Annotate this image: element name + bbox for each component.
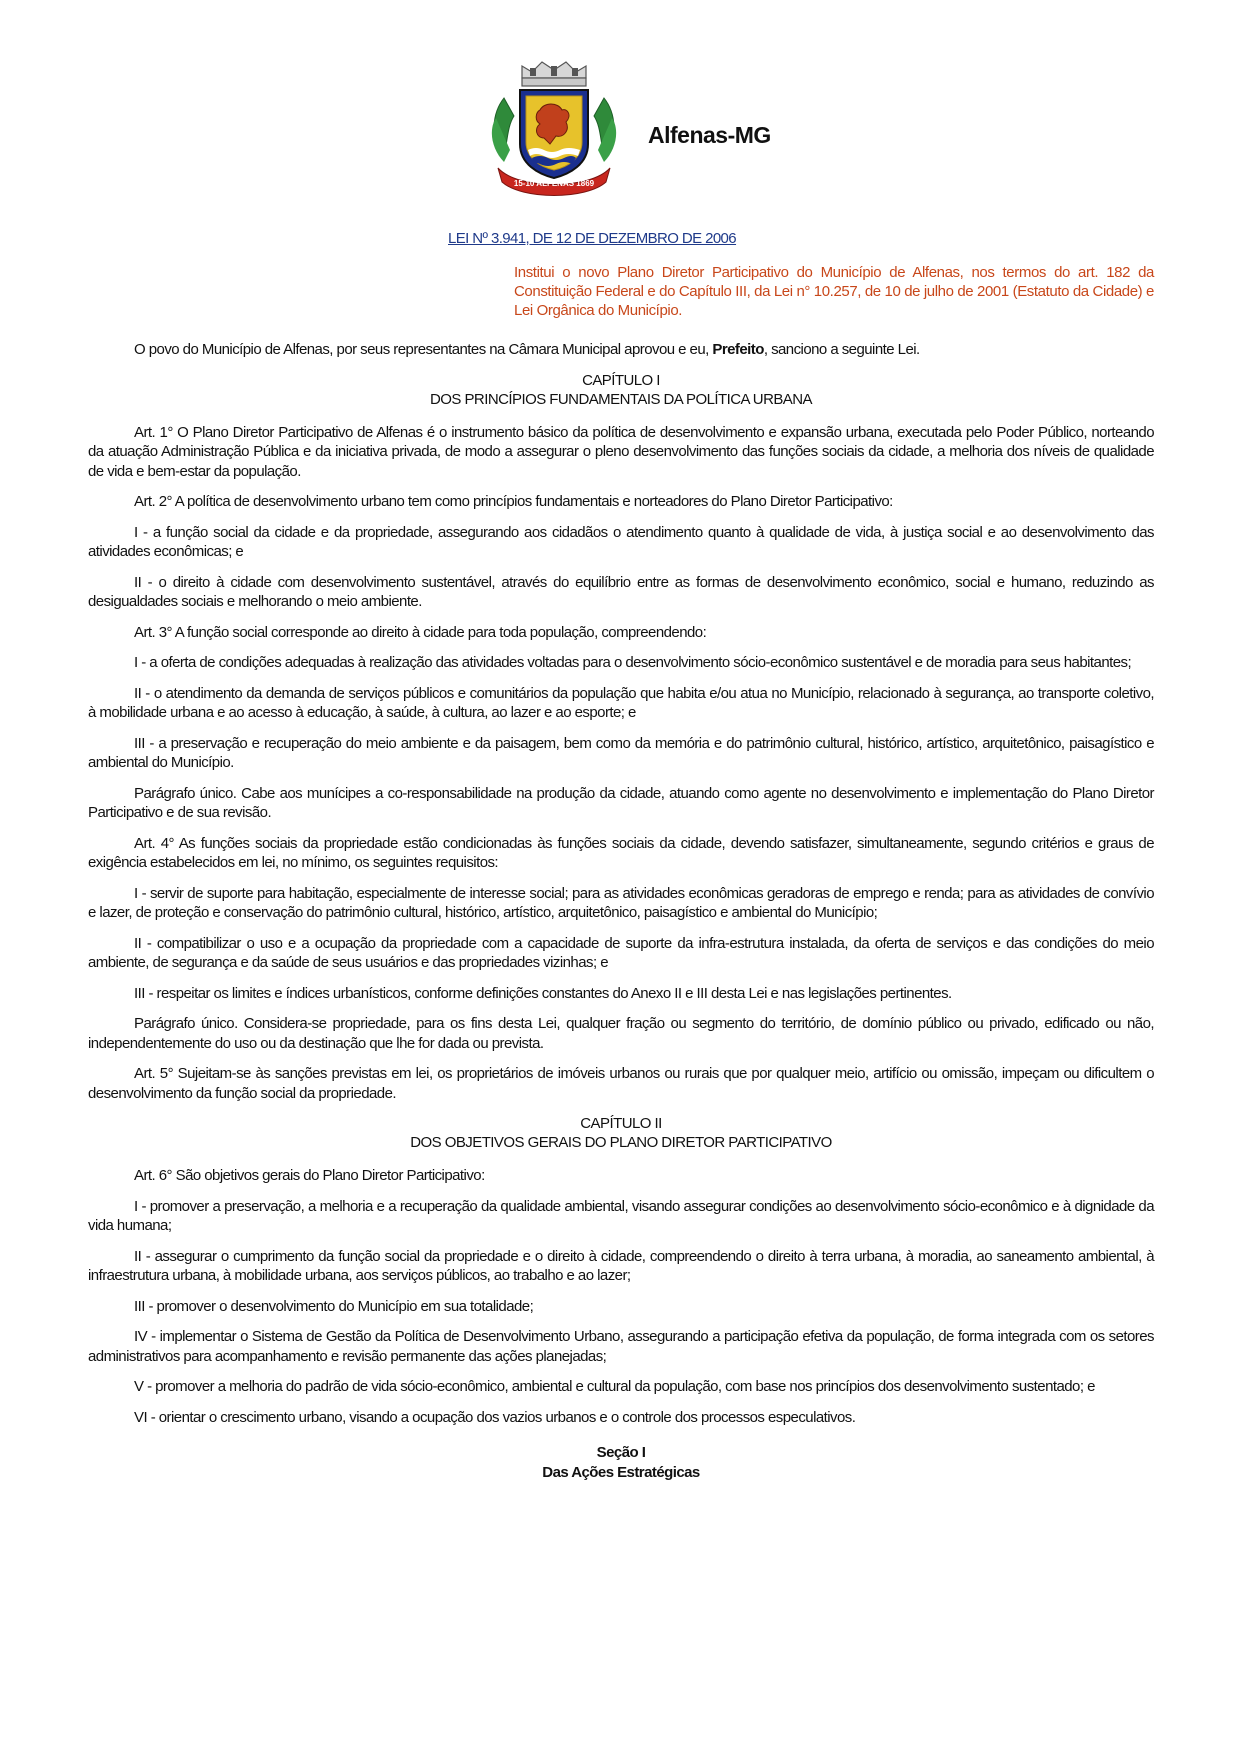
chapter-heading [88,1114,1154,1152]
sole-paragraph: Parágrafo único. Cabe aos munícipes a co-responsabilidade na produção da cidade, atuando como agente no desenvolvimento e implementação do Plano Diretor Participativo e de sua revisão. [88,784,1154,821]
article-item: VI - orientar o crescimento urbano, visando a ocupação dos vazios urbanos e o controle dos processos especulativos. [134,1408,856,1426]
article-item: I - promover a preservação, a melhoria e a recuperação da qualidade ambiental, visando assegurar condições ao desenvolvimento sócio-econômico e à dignidade da vida humana; [88,1197,1154,1234]
article-item: III - a preservação e recuperação do meio ambiente e da paisagem, bem como da memória e do patrimônio cultural, histórico, artístico, arquitetônico, paisagístico e ambiental do Município. [88,734,1154,771]
chapter-number: CAPÍTULO I [582,371,660,389]
chapter-title: DOS OBJETIVOS GERAIS DO PLANO DIRETOR PARTICIPATIVO [410,1134,832,1151]
preamble-bold: Prefeito [712,341,764,358]
chapter-number: CAPÍTULO II [580,1115,662,1132]
chapter-title: DOS PRINCÍPIOS FUNDAMENTAIS DA POLÍTICA URBANA [430,390,812,408]
article-item: III - promover o desenvolvimento do Município em sua totalidade; [134,1297,534,1315]
section-number: Seção I [596,1444,646,1461]
letterhead [488,58,848,198]
article-paragraph: Art. 1° O Plano Diretor Participativo de Alfenas é o instrumento básico da política de desenvolvimento e expansão urbana, executada pelo Poder Público, norteando da atuação Administração Pública e da iniciativa privada, de modo a assegurar o pleno desenvolvimento das funções sociais da cidade, a melhoria dos níveis de qualidade de vida e bem-estar da população. [88,423,1154,480]
article-item: IV - implementar o Sistema de Gestão da Política de Desenvolvimento Urbano, assegurando a participação efetiva da população, de forma integrada com os setores administrativos para acompanhamento e revisão permanente das ações planejadas; [88,1328,1154,1365]
article-item: II - assegurar o cumprimento da função social da propriedade e o direito à cidade, compreendendo o direito à terra urbana, à moradia, ao saneamento ambiental, à infraestrutura urbana, à mobilidade urbana, aos serviços públicos, ao trabalho e ao lazer; [88,1247,1154,1284]
article-paragraph: Art. 3° A função social corresponde ao direito à cidade para toda população, compreendendo: [134,623,707,641]
article-paragraph: Art. 2° A política de desenvolvimento urbano tem como princípios fundamentais e norteadores do Plano Diretor Participativo: [134,493,893,510]
preamble [88,340,1154,360]
article-item: I - a função social da cidade e da propriedade, assegurando aos cidadãos o atendimento quanto à qualidade de vida, à justiça social e ao desenvolvimento das atividades econômicas; e [88,523,1154,560]
preamble-text-end: , sanciono a seguinte Lei. [763,341,920,358]
article-paragraph: Art. 6° São objetivos gerais do Plano Diretor Participativo: [134,1167,485,1184]
chapter-heading [88,371,1154,409]
article-paragraph: Art. 4° As funções sociais da propriedade estão condicionadas às funções sociais da cidade, devendo satisfazer, simultaneamente, segundo critérios e graus de exigência estabelecidos em lei, no mínimo, os seguintes requisitos: [88,834,1154,871]
city-name: Alfenas-MG [648,122,771,148]
article-paragraph: Art. 5° Sujeitam-se às sanções previstas em lei, os proprietários de imóveis urbanos ou rurais que por qualquer meio, artifício ou omissão, impeçam ou dificultem o desenvolvimento da função social da propriedade. [88,1065,1154,1102]
article-item: II - o atendimento da demanda de serviços públicos e comunitários da população que habita e/ou atua no Município, relacionado à segurança, ao transporte coletivo, à mobilidade urbana e ao acesso à educação, à saúde, à cultura, ao lazer e ao esporte; e [88,684,1154,721]
svg-text:15-10 ALFENAS 1869: 15-10 ALFENAS 1869 [513,179,595,188]
article-item: I - a oferta de condições adequadas à realização das atividades voltadas para o desenvolvimento sócio-econômico sustentável e de moradia para seus habitantes; [134,654,1132,671]
law-body [88,340,1154,1483]
law-title: LEI Nº 3.941, DE 12 DE DEZEMBRO DE 2006 [448,230,737,247]
article-item: II - o direito à cidade com desenvolvimento sustentável, através do equilíbrio entre as formas de desenvolvimento econômico, social e humano, reduzindo as desigualdades sociais e melhorando o meio ambiente. [88,573,1154,610]
section-heading [88,1443,1154,1483]
preamble-text: O povo do Município de Alfenas, por seus representantes na Câmara Municipal aprovou e eu, [134,341,713,358]
article-item: III - respeitar os limites e índices urbanísticos, conforme definições constantes do Anexo II e III desta Lei e nas legislações pertinentes. [134,984,952,1002]
article-item: I - servir de suporte para habitação, especialmente de interesse social; para as atividades econômicas geradoras de emprego e renda; para as atividades de convívio e lazer, de proteção e conservação do patrimônio cultural, histórico, artístico, arquitetônico, paisagístico e ambiental do Município; [88,884,1154,921]
municipal-coat-of-arms [488,58,620,198]
sole-paragraph: Parágrafo único. Considera-se propriedade, para os fins desta Lei, qualquer fração ou segmento do território, de domínio público ou privado, edificado ou não, independentemente do uso ou da destinação que lhe for dada ou prevista. [88,1015,1154,1052]
article-item: V - promover a melhoria do padrão de vida sócio-econômico, ambiental e cultural da população, com base nos princípios dos desenvolvimento sustentado; e [134,1378,1095,1395]
law-summary: Institui o novo Plano Diretor Participativo do Município de Alfenas, nos termos do art. 182 da Constituição Federal e do Capítulo III, da Lei n° 10.257, de 10 de julho de 2001 (Estatuto da Cidade) e Lei Orgânica do Município. [514,264,1154,319]
section-title: Das Ações Estratégicas [542,1464,700,1481]
article-item: II - compatibilizar o uso e a ocupação da propriedade com a capacidade de suporte da infra-estrutura instalada, da oferta de serviços e das condições do meio ambiente, de segurança e da saúde de seus usuários e das propriedades vizinhas; e [88,934,1154,971]
